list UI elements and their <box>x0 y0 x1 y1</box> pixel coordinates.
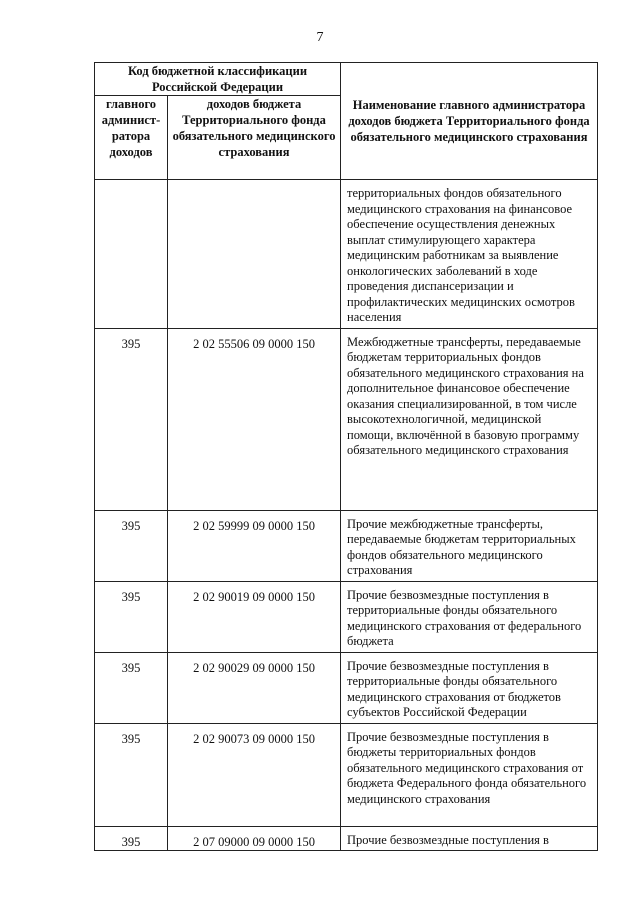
kbk-code-cell: 2 02 55506 09 0000 150 <box>168 328 341 510</box>
name-header: Наименование главного администратора доходов бюджета Территориального фонда обязательного медицинского страхования <box>341 63 598 180</box>
description-cell: Прочие безвозмездные поступления в <box>341 826 598 851</box>
table-row <box>95 826 598 851</box>
admin-code-cell: 395 <box>95 652 168 723</box>
kbk-code-cell: 2 02 90019 09 0000 150 <box>168 581 341 652</box>
description-cell: Прочие безвозмездные поступления в бюджеты территориальных фондов обязательного медицинского страхования от бюджета Федерального фонда обязательного медицинского страхования <box>341 723 598 826</box>
admin-code-cell <box>95 180 168 329</box>
admin-code-cell: 395 <box>95 510 168 581</box>
admin-code-cell: 395 <box>95 826 168 851</box>
admin-header: главного админист-ратора доходов <box>95 96 168 180</box>
kbk-code-cell: 2 02 90073 09 0000 150 <box>168 723 341 826</box>
kbk-code-cell: 2 07 09000 09 0000 150 <box>168 826 341 851</box>
page-number: 7 <box>316 30 324 45</box>
description-cell: территориальных фондов обязательного медицинского страхования на финансовое обеспечение осуществления денежных выплат стимулирующего характера медицинским работникам за выявление онкологических заболеваний в ходе проведения диспансеризации и профилактических медицинских осмотров населения <box>341 180 598 329</box>
table-row <box>95 510 598 581</box>
kbk-code-cell <box>168 180 341 329</box>
table-row <box>95 581 598 652</box>
income-header: доходов бюджета Территориального фонда обязательного медицинского страхования <box>168 96 341 180</box>
table-row <box>95 652 598 723</box>
kbk-code-cell: 2 02 59999 09 0000 150 <box>168 510 341 581</box>
admin-code-cell: 395 <box>95 328 168 510</box>
admin-code-cell: 395 <box>95 581 168 652</box>
kbk-code-cell: 2 02 90029 09 0000 150 <box>168 652 341 723</box>
kbk-header: Код бюджетной классификации Российской Федерации <box>95 63 341 96</box>
table-row <box>95 180 598 329</box>
description-cell: Прочие безвозмездные поступления в территориальные фонды обязательного медицинского страхования от бюджетов субъектов Российской Федерации <box>341 652 598 723</box>
table-row <box>95 328 598 510</box>
budget-classification-table <box>94 62 598 851</box>
description-cell: Прочие безвозмездные поступления в территориальные фонды обязательного медицинского страхования от федерального бюджета <box>341 581 598 652</box>
description-cell: Межбюджетные трансферты, передаваемые бюджетам территориальных фондов обязательного медицинского страхования на дополнительное финансовое обеспечение оказания специализированной, в том числе высокотехнологичной, медицинской помощи, включённой в базовую программу обязательного медицинского страхования <box>341 328 598 510</box>
admin-code-cell: 395 <box>95 723 168 826</box>
description-cell: Прочие межбюджетные трансферты, передаваемые бюджетам территориальных фондов обязательного медицинского страхования <box>341 510 598 581</box>
table-row <box>95 723 598 826</box>
